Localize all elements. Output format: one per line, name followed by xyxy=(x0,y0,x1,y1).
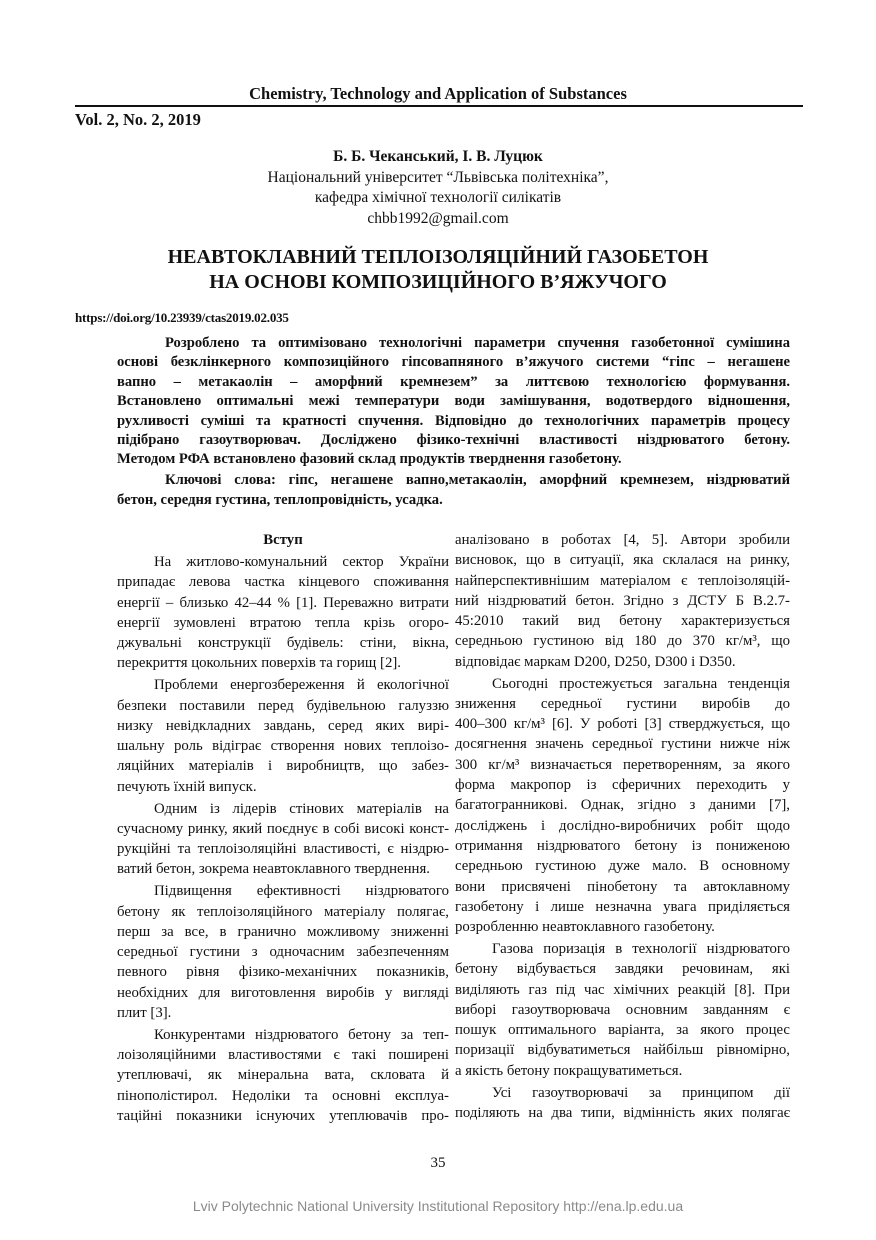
text-line: ний ніздрюватий бетон. Згідно з ДСТУ Б В.2.7- xyxy=(455,592,790,609)
text-line: енергії зумовлені втратою тепла крізь огоро- xyxy=(117,614,449,631)
text-line: ватий бетон, зокрема неавтоклавного тверднення. xyxy=(117,861,430,878)
paper-title xyxy=(0,245,876,295)
text-line: бетону як теплоізоляційного матеріалу полягає, xyxy=(117,903,449,920)
text-line: багатогранникові. Однак, згідно з даними [7], xyxy=(455,797,790,814)
text-line: шальну роль відіграє створення нових теплоізо- xyxy=(117,738,449,755)
text-line: висновок, що в ситуації, яка склалася на ринку, xyxy=(455,552,790,569)
text-line: вапно – метакаолін – аморфний кремнезем” за литтєвою технологією формування. xyxy=(117,373,790,390)
header-rule xyxy=(75,105,803,107)
text-line: 300 кг/м³ визначається перетворенням, за якого xyxy=(455,756,790,773)
abstract xyxy=(117,334,790,512)
text-line: Усі газоутворювачі за принципом дії xyxy=(492,1084,790,1101)
text-line: досліджень і дослідно-виробничих робіт щодо xyxy=(455,817,790,834)
journal-title: Chemistry, Technology and Application of Substances xyxy=(249,84,627,103)
text-line: лоізоляційними властивостями є такі поширені xyxy=(117,1047,449,1064)
paragraph xyxy=(117,799,449,880)
paragraph xyxy=(117,471,790,510)
paragraph xyxy=(455,674,790,938)
paragraph xyxy=(455,530,790,672)
text-line: основі безклінкерного композиційного гіпсовапняного в’яжучого системи “гіпс – негашене xyxy=(117,354,790,371)
text-line: енергії – близько 42–44 % [1]. Переважно витрати xyxy=(117,594,449,611)
text-line: плит [3]. xyxy=(117,1005,172,1022)
author-names: Б. Б. Чеканський, І. В. Луцюк xyxy=(333,148,543,165)
text-line: Газова поризація в технології ніздрюватого xyxy=(492,940,790,957)
text-line: Розроблено та оптимізовано технологічні параметри спучення газобетонної сумішина xyxy=(165,335,790,351)
text-line: Методом РФА встановлено фазовий склад продуктів тверднення газобетону. xyxy=(117,451,622,468)
text-line: газобетону і лише незначна увага приділяється xyxy=(455,898,790,915)
paragraph xyxy=(455,1083,790,1124)
text-line: безпеки поставили перед будівельною галуззю xyxy=(117,697,449,714)
text-line: середньою густиною дуже мало. В основному xyxy=(455,858,790,875)
paper-title-line-1: НЕАВТОКЛАВНИЙ ТЕПЛОІЗОЛЯЦІЙНИЙ ГАЗОБЕТОН xyxy=(167,246,709,268)
text-line: утеплювачі, як мінеральна вата, скловата й xyxy=(117,1067,449,1084)
right-column xyxy=(455,530,790,1125)
text-line: таційні показники існуючих утеплювачів про- xyxy=(117,1108,449,1125)
text-line: припадає левова частка кінцевого споживання xyxy=(117,574,449,591)
paragraph xyxy=(117,552,449,674)
text-line: Встановлено оптимальні межі температури води замішування, водотвердого відношення, xyxy=(117,393,790,410)
author-block xyxy=(0,147,876,229)
repository-footer: Lviv Polytechnic National University Institutional Repository http://ena.lp.edu.ua xyxy=(192,1198,684,1214)
text-line: рухливості суміші та кратності спучення. Відповідно до технологічних параметрів процесу xyxy=(117,412,790,429)
text-line: а якість бетону покращуватиметься. xyxy=(455,1062,683,1079)
text-line: найперспективнішим матеріалом є теплоізоляцій- xyxy=(455,572,790,589)
text-line: ляційних матеріалів і виробництв, що забез- xyxy=(117,758,449,775)
text-line: середньої густини з одночасним забезпеченням xyxy=(117,944,449,961)
text-line: печують їхній випуск. xyxy=(117,778,257,795)
affiliation-university: Національний університет “Львівська політехніка”, xyxy=(267,168,609,186)
text-line: низку невідкладних завдань, серед яких вирі- xyxy=(117,717,449,734)
text-line: зниження середньої густини виробів до xyxy=(455,695,790,712)
text-line: Одним із лідерів стінових матеріалів на xyxy=(154,800,449,817)
paragraph xyxy=(117,881,449,1023)
text-line: 400–300 кг/м³ [6]. У роботі [3] стверджується, що xyxy=(455,716,790,733)
text-line: певного рівня фізико-механічних показників, xyxy=(117,964,449,981)
left-column xyxy=(117,530,449,1128)
text-line: поділяють на два типи, відмінність яких полягає xyxy=(455,1104,790,1121)
text-line: джувальні конструкції будівель: стіни, вікна, xyxy=(117,635,449,652)
text-line: відповідає маркам D200, D250, D300 і D350. xyxy=(455,653,736,670)
text-line: виділяють газ під час хімічних реакцій [8]. При xyxy=(455,981,790,998)
text-line: середньою густиною від 180 до 370 кг/м³, що xyxy=(455,633,790,650)
text-line: пінополістирол. Недоліки та основні експлуа- xyxy=(117,1087,449,1104)
text-line: перекриття цокольних поверхів та горищ [2]. xyxy=(117,655,401,672)
text-line: рукційні та теплоізоляційні властивості, є ніздрю- xyxy=(117,841,449,858)
paragraph xyxy=(117,1025,449,1126)
text-line: поризації відбуватиметься найбільш рівномірно, xyxy=(455,1042,790,1059)
paragraph xyxy=(455,939,790,1081)
section-heading: Вступ xyxy=(263,532,303,548)
text-line: Сьогодні простежується загальна тенденція xyxy=(492,675,790,692)
text-line: Конкурентами ніздрюватого бетону за теп- xyxy=(154,1026,449,1043)
paragraph xyxy=(117,334,790,470)
text-line: отримання ніздрюватого бетону із пониженою xyxy=(455,837,790,854)
text-line: перш за все, в гранично можливому зниженні xyxy=(117,923,449,940)
text-line: бетон, середня густина, теплопровідність, усадка. xyxy=(117,491,443,508)
text-line: виборі газоутворювача основним завданням є xyxy=(455,1001,790,1018)
author-email[interactable]: chbb1992@gmail.com xyxy=(367,209,509,227)
text-line: необхідних для виготовлення виробів у вигляді xyxy=(117,984,449,1001)
left-column-body xyxy=(117,552,449,1126)
affiliation-department: кафедра хімічної технології силікатів xyxy=(314,189,562,206)
text-line: сучасному ринку, який поєднує в собі високі конст- xyxy=(117,820,449,837)
text-line: На житлово-комунальний сектор України xyxy=(154,554,449,570)
text-line: Проблеми енергозбереження й екологічної xyxy=(154,677,449,694)
paper-title-line-2: НА ОСНОВІ КОМПОЗИЦІЙНОГО В’ЯЖУЧОГО xyxy=(209,271,667,293)
page-number: 35 xyxy=(430,1155,446,1171)
text-line: розробленню неавтоклавного газобетону. xyxy=(455,919,715,936)
volume-info: Vol. 2, No. 2, 2019 xyxy=(75,110,201,129)
text-line: пошук оптимального варіанта, за якого процес xyxy=(455,1022,790,1039)
text-line: досягнення значень середньої густини нижче ніж xyxy=(455,736,790,753)
text-line: форма макропор із сферичних переходить у xyxy=(455,777,790,794)
text-line: Підвищення ефективності ніздрюватого xyxy=(154,883,449,900)
text-line: бетону відбувається завдяки речовинам, які xyxy=(455,961,790,978)
text-line: 45:2010 такий вид бетону характеризується xyxy=(455,613,790,630)
text-line: вони присвячені пінобетону та автоклавному xyxy=(455,878,790,895)
paragraph xyxy=(117,675,449,797)
text-line: підібрано газоутворювач. Досліджено фізико-технічні властивості ніздрюватого бетону. xyxy=(117,431,790,448)
text-line: Ключові слова: гіпс, негашене вапно,метакаолін, аморфний кремнезем, ніздрюватий xyxy=(165,472,790,489)
doi-link[interactable]: https://doi.org/10.23939/ctas2019.02.035 xyxy=(75,310,289,325)
text-line: аналізовано в роботах [4, 5]. Автори зробили xyxy=(455,532,790,548)
right-column-body xyxy=(455,530,790,1123)
